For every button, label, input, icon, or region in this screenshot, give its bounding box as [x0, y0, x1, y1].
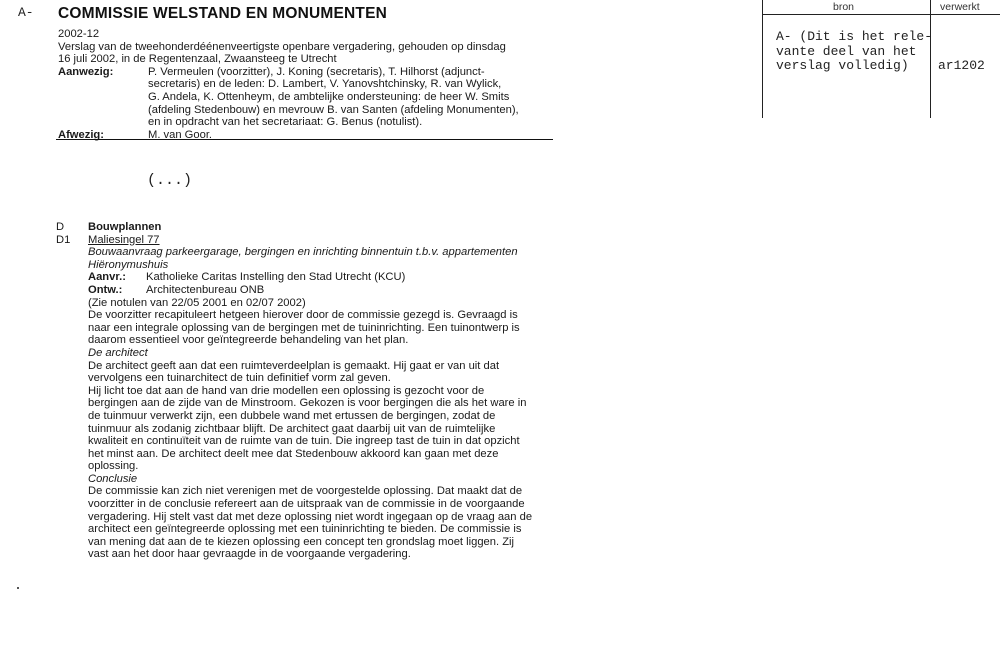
intro-line: De voorzitter recapituleert hetgeen hierover door de commissie gezegd is. Gevraagd is [88, 309, 518, 322]
reference-note: (Zie notulen van 22/05 2001 en 02/07 2002) [88, 296, 306, 309]
architect-line: oplossing. [88, 460, 139, 473]
architect-line: tuinmuur als zodanig zichtbaar blijft. De architect gaat daarbij uit van de ruimtelijke [88, 422, 496, 435]
architect-line: de tuinmuur verwerkt zijn, een dubbele wand met ertussen de bergingen, zodat de [88, 409, 496, 422]
archive-stamp [762, 0, 1000, 118]
conclusie-line: De commissie kan zich niet verenigen met de voorgestelde oplossing. Dat maakt dat de [88, 485, 523, 498]
architect-heading: De architect [88, 346, 148, 359]
aanwezig-line: (afdeling Stedenbouw) en mevrouw B. van Santen (afdeling Monumenten), [148, 103, 519, 116]
conclusie-line: vast aan het door haar gevraagde in de voorgaande vergadering. [88, 548, 411, 561]
afwezig-label: Afwezig: [58, 128, 104, 141]
aanwezig-line: G. Andela, K. Ottenheym, de ambtelijke ondersteuning: de heer W. Smits [148, 90, 510, 103]
intro-line: naar een integrale oplossing van de bergingen met de tuininrichting. Een tuinontwerp is [88, 321, 520, 334]
ontw-value: Architectenbureau ONB [146, 283, 265, 296]
aanwezig-line: P. Vermeulen (voorzitter), J. Koning (secretaris), T. Hilhorst (adjunct- [148, 65, 485, 78]
architect-line: het minst aan. De architect deelt mee dat Stedenbouw akkoord kan gaan met deze [88, 447, 499, 460]
meeting-header [58, 28, 519, 141]
stamp-note: A- (Dit is het rele- vante deel van het verslag volledig) [776, 29, 933, 74]
architect-line: vervolgens een tuinarchitect de tuin definitief vorm zal geven. [88, 372, 391, 385]
scan-speck [17, 587, 19, 589]
stamp-code: ar1202 [938, 58, 985, 73]
conclusie-line: voorzitter in de conclusie refereert aan de uitspraak van de commissie in de voorgaande [88, 498, 525, 511]
aanvr-label: Aanvr.: [88, 271, 126, 284]
stamp-header-divider [762, 14, 1000, 15]
stamp-border-left [762, 0, 763, 118]
architect-line: bergingen aan de zijde van de Minstroom. Gekozen is voor bergingen die als het ware in [88, 397, 527, 410]
architect-line: kwaliteit en continuïteit van de ruimte van de tuin. Die ingreep tast de tuin in dat opzicht [88, 435, 520, 448]
header-divider [56, 139, 553, 140]
meeting-description: Verslag van de tweehonderdéénenveertigste openbare vergadering, gehouden op dinsdag [58, 40, 506, 53]
item-subject: Bouwaanvraag parkeergarage, bergingen en inrichting binnentuin t.b.v. appartementen [88, 246, 518, 259]
section-code: D [56, 221, 65, 233]
aanwezig-line: secretaris) en de leden: D. Lambert, V. Yanovshtchinsky, R. van Wylick, [148, 78, 502, 91]
aanwezig-line: en in opdracht van het secretariaat: G. Benus (notulist). [148, 116, 423, 129]
item-address: Maliesingel 77 [88, 233, 160, 246]
item-code: D1 [56, 233, 71, 246]
item-body [88, 221, 532, 561]
architect-line: De architect geeft aan dat een ruimteverdeelplan is gemaakt. Hij gaat er van uit dat [88, 359, 500, 372]
intro-line: daarom essentieel voor geïntegreerde behandeling van het plan. [88, 334, 409, 347]
item-subject: Hiëronymushuis [88, 258, 169, 271]
attendance-row [58, 66, 519, 79]
section-title: Bouwplannen [88, 221, 162, 233]
architect-line: Hij licht toe dat aan de hand van drie modellen een oplossing is gezocht voor de [88, 384, 485, 397]
document-title: COMMISSIE WELSTAND EN MONUMENTEN [58, 5, 388, 22]
applicant-row [88, 271, 532, 284]
meeting-number: 2002-12 [58, 28, 100, 40]
aanwezig-label: Aanwezig: [58, 65, 114, 78]
meeting-date-location: 16 juli 2002, in de Regentenzaal, Zwaansteeg te Utrecht [58, 53, 337, 66]
designer-row [88, 284, 532, 297]
conclusie-line: architect een geïntegreerde oplossing met een tuininrichting te bieden. De commissie is [88, 523, 522, 536]
stamp-col-bron: bron [833, 1, 855, 13]
archive-marker: A- [18, 5, 34, 20]
aanvr-value: Katholieke Caritas Instelling den Stad Utrecht (KCU) [146, 271, 406, 284]
conclusie-heading: Conclusie [88, 472, 138, 485]
stamp-col-verwerkt: verwerkt [940, 1, 980, 13]
ontw-label: Ontw.: [88, 283, 123, 296]
conclusie-line: van mening dat aan de te kiezen oplossing een concept ten grondslag moet liggen. Zij [88, 535, 515, 548]
afwezig-value: M. van Goor. [148, 128, 213, 141]
omission-ellipsis: (...) [147, 172, 193, 189]
conclusie-line: vergadering. Hij stelt vast dat met deze oplossing niet wordt ingegaan op de vraag aan de [88, 510, 533, 523]
